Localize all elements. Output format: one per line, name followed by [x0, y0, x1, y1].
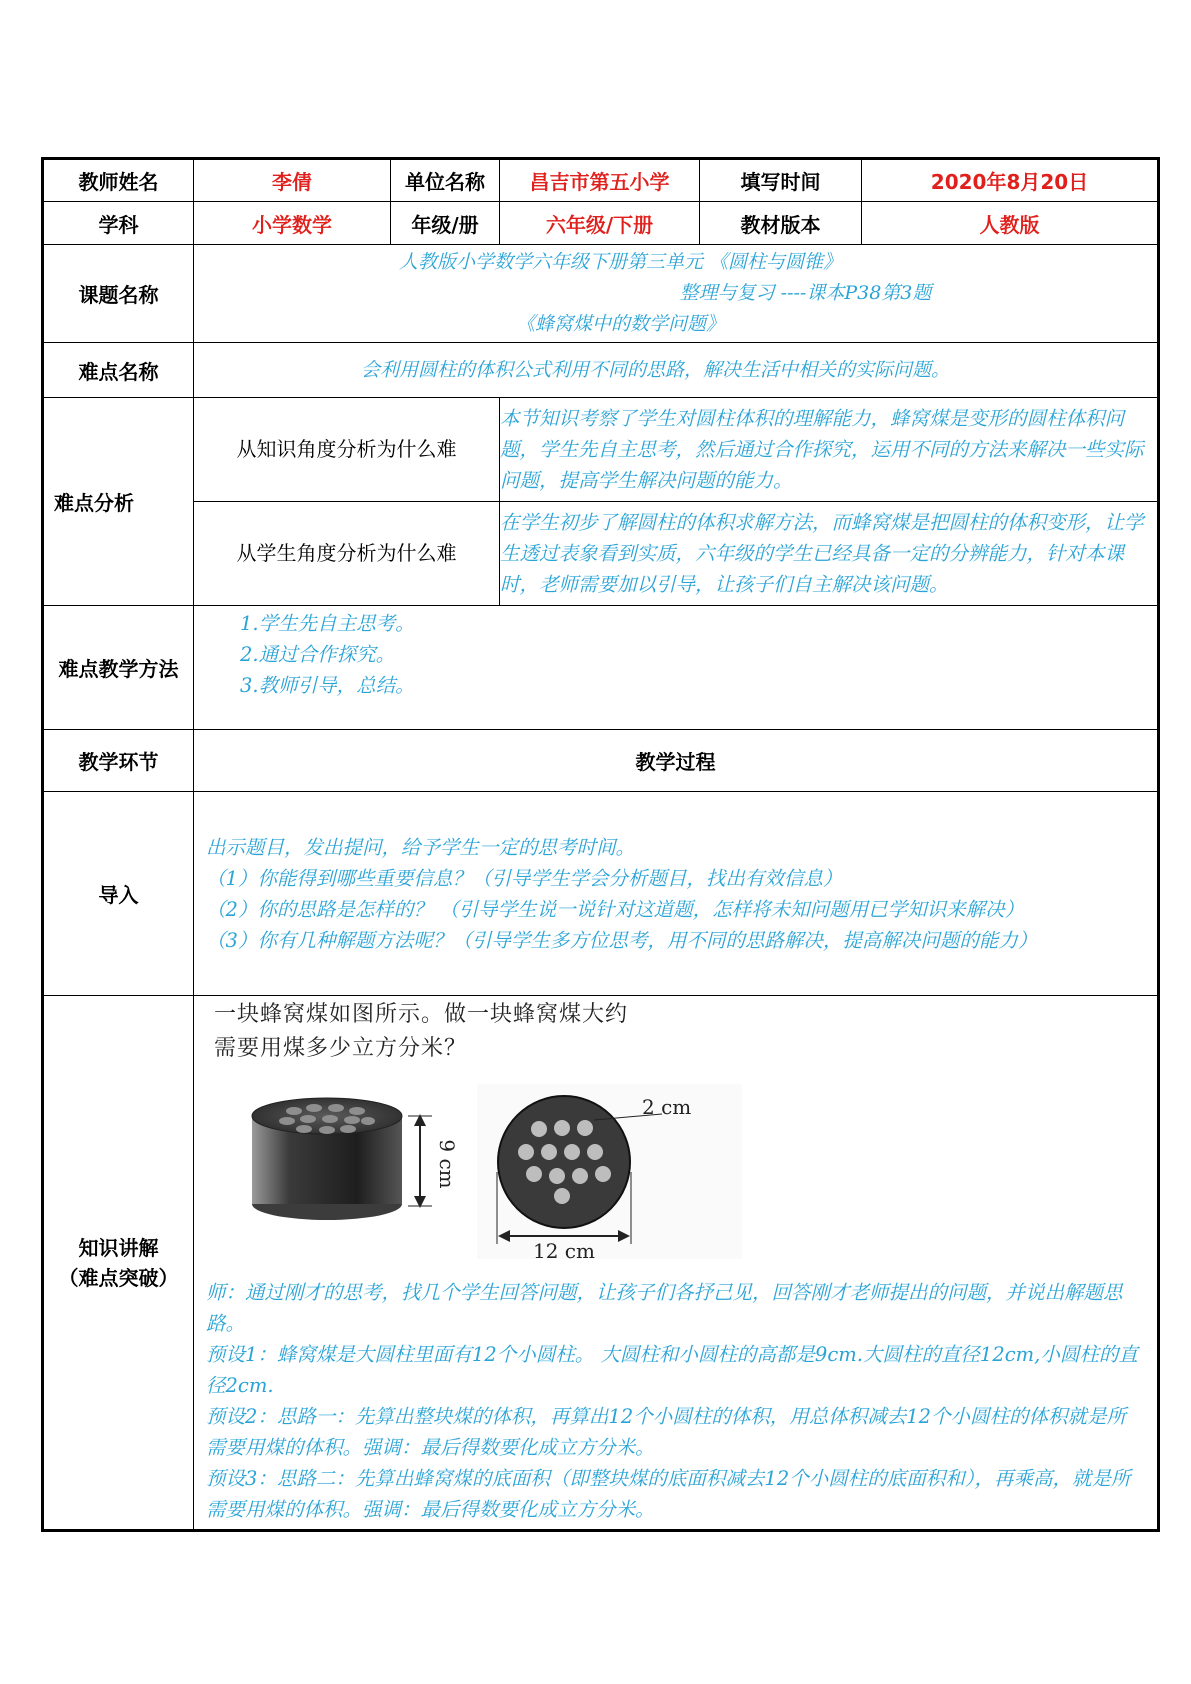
- topic-line-3: 《蜂窝煤中的数学问题》: [515, 313, 725, 335]
- knowledge-label-line-1: 知识讲解: [78, 1235, 159, 1260]
- stage-label: 教学环节: [43, 730, 194, 792]
- method-label: 难点教学方法: [43, 606, 194, 730]
- knowledge-content: [194, 996, 1159, 1531]
- analysis-row-1: [43, 398, 1159, 502]
- explanation-line-3: 预设2：思路一：先算出整块煤的体积，再算出12个小圆柱的体积，用总体积减去12个小圆柱的体积就是所需要用煤的体积。强调：最后得数要化成立方分米。: [206, 1405, 1127, 1459]
- diameter-label: 12 cm: [533, 1239, 595, 1259]
- method-item-3: 3.教师引导，总结。: [240, 674, 415, 697]
- lesson-plan-table: [41, 157, 1160, 1532]
- problem-line-2: 需要用煤多少立方分米？: [214, 1036, 468, 1061]
- analysis-label: 难点分析: [43, 398, 194, 606]
- problem-line-1: 一块蜂窝煤如图所示。做一块蜂窝煤大约: [214, 1002, 629, 1027]
- difficulty-value: 会利用圆柱的体积公式利用不同的思路，解决生活中相关的实际问题。: [194, 343, 1159, 398]
- topic-cell: [194, 245, 1159, 343]
- explanation-line-4: 预设3：思路二：先算出蜂窝煤的底面积（即整块煤的底面积减去12个小圆柱的底面积和），再乘高，就是所需要用煤的体积。强调：最后得数要化成立方分米。: [206, 1467, 1131, 1521]
- cylinder-side-view: [252, 1098, 459, 1220]
- process-label: 教学过程: [194, 730, 1159, 792]
- cylinder-top-view: [477, 1084, 742, 1259]
- edition-value: 人教版: [862, 202, 1159, 245]
- briquette-diagram: [242, 1084, 742, 1259]
- intro-line-1: 出示题目，发出提问，给予学生一定的思考时间。: [206, 835, 636, 859]
- analysis-row-2: [43, 502, 1159, 606]
- method-item-1: 1.学生先自主思考。: [240, 612, 415, 635]
- difficulty-row: [43, 343, 1159, 398]
- teacher-value: 李倩: [194, 159, 391, 202]
- topic-row: [43, 245, 1159, 343]
- student-angle-label: 从学生角度分析为什么难: [194, 502, 500, 606]
- knowledge-angle-text: 本节知识考察了学生对圆柱体积的理解能力，蜂窝煤是变形的圆柱体积问题，学生先自主思考，然后通过合作探究，运用不同的方法来解决一些实际问题，提高学生解决问题的能力。: [500, 398, 1159, 502]
- knowledge-label: [43, 996, 194, 1531]
- edition-label: 教材版本: [700, 202, 862, 245]
- teacher-label: 教师姓名: [43, 159, 194, 202]
- header-row-2: [43, 202, 1159, 245]
- intro-line-4: （3）你有几种解题方法呢？（引导学生多方位思考，用不同的思路解决，提高解决问题的能力）: [206, 928, 1038, 952]
- unit-label: 单位名称: [391, 159, 500, 202]
- hole-label: 2 cm: [642, 1095, 692, 1119]
- explanation-line-2: 预设1：蜂窝煤是大圆柱里面有12个小圆柱。 大圆柱和小圆柱的高都是9cm.大圆柱的直径12cm,小圆柱的直径2cm.: [206, 1343, 1138, 1397]
- unit-value: 昌吉市第五小学: [500, 159, 700, 202]
- topic-line-1: 人教版小学数学六年级下册第三单元 《圆柱与圆锥》: [398, 251, 843, 273]
- subject-label: 学科: [43, 202, 194, 245]
- grade-label: 年级/册: [391, 202, 500, 245]
- method-item-2: 2.通过合作探究。: [240, 643, 396, 666]
- topic-label: 课题名称: [43, 245, 194, 343]
- explanation: [206, 1277, 1149, 1525]
- grade-value: 六年级/下册: [500, 202, 700, 245]
- honeycomb-briquette-figure: [242, 1084, 1149, 1263]
- date-value: 2020年8月20日: [862, 159, 1159, 202]
- intro-line-3: （2）你的思路是怎样的？ （引导学生说一说针对这道题，怎样将未知问题用已学知识来解决）: [206, 897, 1025, 921]
- student-angle-text: 在学生初步了解圆柱的体积求解方法，而蜂窝煤是把圆柱的体积变形，让学生透过表象看到实质，六年级的学生已经具备一定的分辨能力，针对本课时，老师需要加以引导，让孩子们自主解决该问题。: [500, 502, 1159, 606]
- method-list: [194, 606, 1159, 730]
- height-label: 9 cm: [435, 1139, 459, 1189]
- topic-line-2: 整理与复习 ----课本P38第3题: [679, 282, 932, 304]
- difficulty-label: 难点名称: [43, 343, 194, 398]
- method-row: [43, 606, 1159, 730]
- problem-text: [206, 998, 1149, 1066]
- intro-line-2: （1）你能得到哪些重要信息？（引导学生学会分析题目，找出有效信息）: [206, 866, 843, 890]
- subject-value: 小学数学: [194, 202, 391, 245]
- knowledge-row: [43, 996, 1159, 1531]
- intro-row: [43, 792, 1159, 996]
- intro-content: [194, 792, 1159, 996]
- knowledge-angle-label: 从知识角度分析为什么难: [194, 398, 500, 502]
- knowledge-label-line-2: （难点突破）: [58, 1265, 179, 1290]
- header-row-1: [43, 159, 1159, 202]
- process-header-row: [43, 730, 1159, 792]
- intro-label: 导入: [43, 792, 194, 996]
- explanation-line-1: 师：通过刚才的思考，找几个学生回答问题，让孩子们各抒己见，回答刚才老师提出的问题，并说出解题思路。: [206, 1281, 1123, 1335]
- date-label: 填写时间: [700, 159, 862, 202]
